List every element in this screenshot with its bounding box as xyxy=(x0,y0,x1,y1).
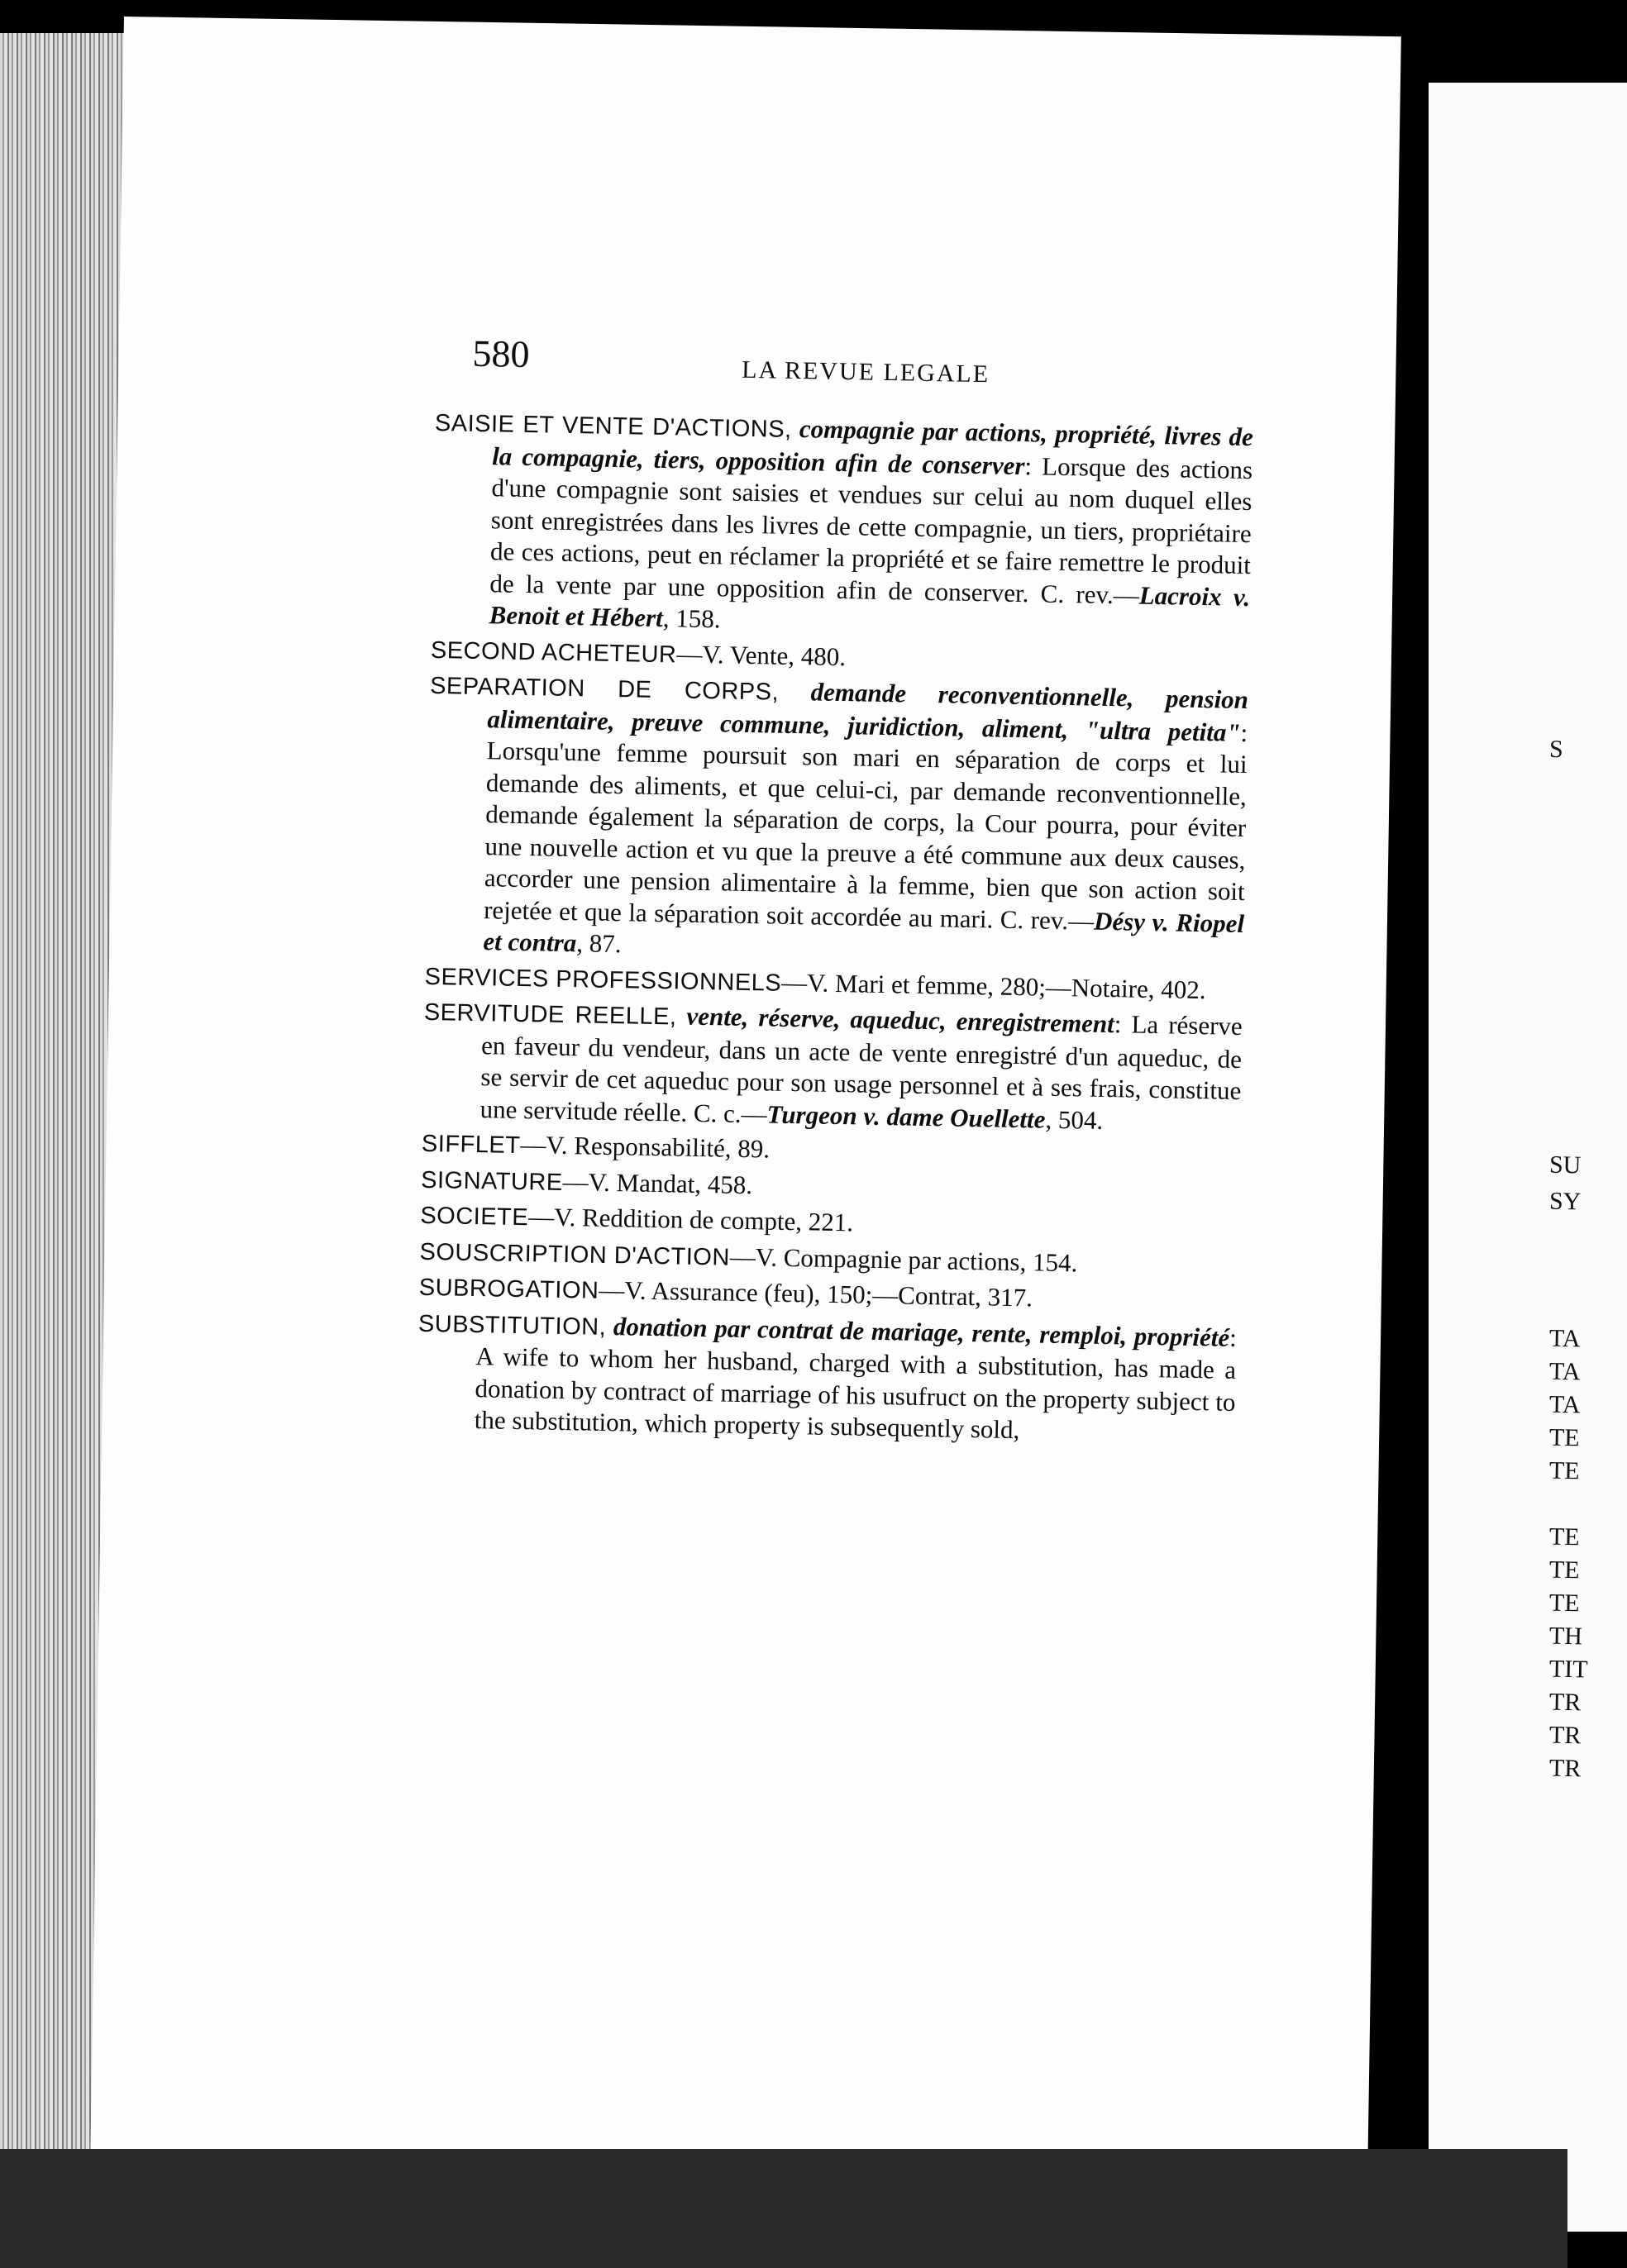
entry-body: —V. Mari et femme, 280;—Notaire, 402. xyxy=(780,967,1206,1004)
index-entry xyxy=(417,1307,1238,1450)
entry-heading: SIFFLET xyxy=(421,1130,521,1160)
entry-keywords: vente, réserve, aqueduc, enregistrement xyxy=(676,1001,1115,1039)
entry-body: —V. Mandat, 458. xyxy=(562,1166,753,1199)
entry-parties: Turgeon v. dame Ouellette xyxy=(766,1098,1046,1134)
entry-heading: SAISIE ET VENTE D'ACTIONS, xyxy=(434,409,792,443)
facing-page xyxy=(1429,83,1627,2232)
entry-body: : La réserve en faveur du vendeur, dans un acte de vente enregistré d'un aqueduc, de se servir de cet aqueduc pour son usage personnel et à ses frais, constitue une servitude réelle. C. c.— xyxy=(480,1009,1243,1128)
entry-body: : Lorsque des actions d'une compagnie sont saisies et vendues sur celui au nom duquel elles sont enregistrées dans les livres de cette compagnie, un tiers, propriétaire de ces actions, peut en réclamer la propriété et se faire remettre le produit de la vente par une opposition afin de conserver. C. rev.— xyxy=(489,450,1253,610)
entry-page-ref: , 504. xyxy=(1045,1104,1104,1135)
facing-page-fragment: TIT xyxy=(1548,1655,1588,1684)
entry-page-ref: , 158. xyxy=(662,603,721,634)
entry-heading: SERVICES PROFESSIONNELS xyxy=(424,963,782,997)
page-text-block xyxy=(416,331,1254,1453)
facing-page-fragment: TA xyxy=(1548,1324,1581,1353)
facing-page-fragment: TR xyxy=(1548,1721,1582,1750)
index-entry xyxy=(431,407,1253,646)
entry-body: : Lorsqu'une femme poursuit son mari en séparation de corps et lui demande des aliments, et que celui-ci, par demande reconventionnelle, demande également la séparation de corps, la Cour pourra, pour éviter une nouvelle action et vu que la preuve a été commune aux deux causes, accorder une pension alimentaire à la femme, bien que son action soit rejetée et que la séparation soit accordée au mari. C. rev.— xyxy=(483,717,1248,936)
index-entry xyxy=(422,996,1243,1139)
entry-heading: SECOND ACHETEUR xyxy=(430,636,677,668)
entry-body: —V. Vente, 480. xyxy=(676,638,847,671)
entry-parties: Désy v. Riopel et contra xyxy=(483,906,1245,958)
facing-page-fragment: SU xyxy=(1548,1151,1582,1179)
journal-title: LA REVUE LEGALE xyxy=(741,355,990,388)
entry-heading: SUBSTITUTION, xyxy=(417,1310,607,1341)
entry-heading: SUBROGATION xyxy=(418,1274,599,1304)
facing-page-fragment: TR xyxy=(1548,1688,1582,1717)
facing-page-fragment: TE xyxy=(1548,1456,1580,1485)
entry-parties: Lacroix v. Benoit et Hébert xyxy=(489,580,1251,633)
facing-page-fragment: S xyxy=(1548,735,1563,764)
entry-keywords: demande reconventionnelle, pension alimentaire, preuve commune, juridiction, aliment, "ultra petita" xyxy=(487,676,1249,747)
entry-body: —V. Responsabilité, 89. xyxy=(520,1130,771,1164)
entry-heading: SOUSCRIPTION D'ACTION xyxy=(419,1238,731,1271)
facing-page-fragment: TA xyxy=(1548,1357,1581,1386)
facing-page-fragment: SY xyxy=(1548,1187,1582,1216)
entry-heading: SIGNATURE xyxy=(420,1166,563,1196)
entry-body: : A wife to whom her husband, charged with a substitution, has made a donation by contract of marriage of his usufruct on the property subject to the substitution, which property is subsequently sold, xyxy=(474,1322,1238,1445)
scan-background xyxy=(0,2149,1567,2268)
entry-heading: SERVITUDE REELLE, xyxy=(423,998,677,1031)
entry-heading: SOCIETE xyxy=(420,1202,529,1232)
facing-page-fragment: TE xyxy=(1548,1522,1580,1551)
entry-body: —V. Assurance (feu), 150;—Contrat, 317. xyxy=(599,1275,1033,1313)
entry-keywords: donation par contrat de mariage, rente, remploi, propriété xyxy=(605,1311,1230,1352)
running-head xyxy=(435,331,1255,422)
entry-heading: SEPARATION DE CORPS, xyxy=(429,672,780,706)
entry-body: —V. Compagnie par actions, 154. xyxy=(729,1241,1078,1277)
entry-body: —V. Reddition de compte, 221. xyxy=(527,1202,854,1237)
facing-page-fragment: TE xyxy=(1548,1423,1580,1452)
facing-page-fragment: TH xyxy=(1548,1622,1583,1651)
page-number: 580 xyxy=(472,331,530,376)
facing-page-fragment: TE xyxy=(1548,1556,1580,1584)
facing-page-fragment: TE xyxy=(1548,1589,1580,1618)
entry-keywords: compagnie par actions, propriété, livres de la compagnie, tiers, opposition afin de conserver xyxy=(491,413,1254,480)
entry-page-ref: , 87. xyxy=(575,928,622,959)
facing-page-fragment: TA xyxy=(1548,1390,1581,1419)
facing-page-fragment: TR xyxy=(1548,1754,1582,1783)
index-entry xyxy=(425,669,1248,972)
